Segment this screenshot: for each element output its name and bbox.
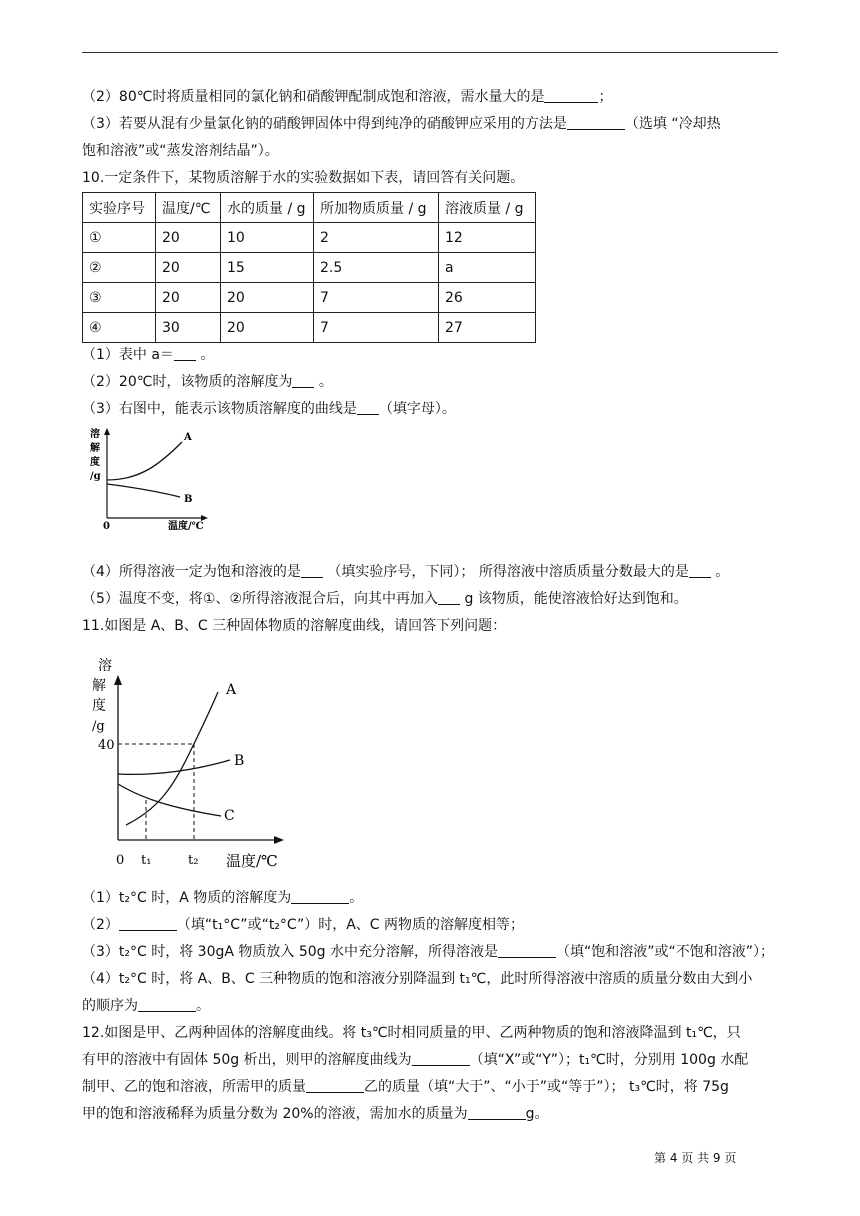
curve-b-label: B (234, 753, 245, 769)
answer-blank[interactable] (357, 400, 379, 415)
table-cell: ④ (83, 313, 156, 343)
table-cell: 20 (156, 283, 221, 313)
y-label-char: 解 (92, 678, 106, 694)
q9-line-3-cont: 饱和溶液”或“蒸发溶剂结晶”）。 (82, 143, 279, 159)
q9-line-3: （3）若要从混有少量氯化钠的硝酸钾固体中得到纯净的硝酸钾应采用的方法是 （选填 “冷却热 (82, 116, 721, 132)
table-cell: 20 (156, 223, 221, 253)
table-cell: 12 (439, 223, 536, 253)
answer-blank[interactable] (567, 115, 625, 130)
header-rule (82, 52, 778, 53)
q11-sub-3: （3）t₂°C 时，将 30gA 物质放入 50g 水中充分溶解，所得溶液是 （填“饱和溶液”或“不饱和溶液”）； (82, 944, 775, 960)
x-axis-label: 温度/℃ (168, 521, 204, 532)
q11-sub-4-cont: 的顺序为 。 (82, 998, 210, 1014)
answer-blank[interactable] (498, 943, 556, 958)
x-axis-arrow (274, 836, 284, 844)
table-cell: 7 (314, 283, 439, 313)
y-axis-arrow (114, 675, 122, 685)
y-label-char: /g (92, 719, 105, 734)
table-row (83, 313, 536, 343)
y-label-char: 度 (92, 698, 106, 714)
origin-label: 0 (116, 853, 125, 868)
y-label-char: 度 (90, 457, 100, 468)
x-tick-t1: t₁ (141, 853, 152, 868)
q10-solubility-figure (86, 425, 216, 535)
table-cell: 20 (221, 283, 314, 313)
table-cell: 7 (314, 313, 439, 343)
table-cell: 26 (439, 283, 536, 313)
q11-sub-2: （2） （填“t₁°C”或“t₂°C”）时，A、C 两物质的溶解度相等； (82, 917, 525, 933)
answer-blank[interactable] (468, 1105, 526, 1120)
table-header-row (83, 193, 536, 223)
curve-c-label: C (224, 808, 235, 824)
answer-blank[interactable] (306, 1078, 364, 1093)
x-axis-label: 温度/℃ (226, 852, 278, 870)
table-cell: 2.5 (314, 253, 439, 283)
q10-sub-2: （2）20℃时，该物质的溶解度为 。 (82, 374, 333, 390)
y-label-char: 溶 (98, 658, 112, 674)
table-cell: 2 (314, 223, 439, 253)
answer-blank[interactable] (291, 889, 349, 904)
origin-label: 0 (103, 521, 110, 532)
answer-blank[interactable] (119, 916, 177, 931)
answer-blank[interactable] (292, 373, 314, 388)
q12-line-3: 制甲、乙的饱和溶液，所需甲的质量 乙的质量（填“大于”、“小于”或“等于”）； t₃℃时，将 75g (82, 1079, 729, 1095)
q10-sub-4: （4）所得溶液一定为饱和溶液的是 （填实验序号，下同）； 所得溶液中溶质质量分数最大的是 。 (82, 564, 730, 580)
table-cell: 15 (221, 253, 314, 283)
table-cell: a (439, 253, 536, 283)
curve-a (107, 442, 182, 480)
q10-sub-5: （5）温度不变，将①、②所得溶液混合后，向其中再加入 g 该物质，能使溶液恰好达到饱和。 (82, 591, 688, 607)
answer-blank[interactable] (544, 88, 598, 103)
q10-stem: 10.一定条件下，某物质溶解于水的实验数据如下表，请回答有关问题。 (82, 170, 525, 186)
curve-b-label: B (184, 494, 193, 505)
answer-blank[interactable] (412, 1051, 470, 1066)
table-cell: ② (83, 253, 156, 283)
q11-sub-4: （4）t₂°C 时，将 A、B、C 三种物质的饱和溶液分别降温到 t₁℃，此时所得溶液中溶质的质量分数由大到小 (82, 971, 753, 987)
table-row (83, 283, 536, 313)
q10-sub-1: （1）表中 a＝ 。 (82, 347, 215, 363)
table-cell: ③ (83, 283, 156, 313)
table-header: 水的质量 / g (221, 193, 314, 223)
table-header: 所加物质质量 / g (314, 193, 439, 223)
table-cell: 20 (221, 313, 314, 343)
table-cell: 30 (156, 313, 221, 343)
table-header: 实验序号 (83, 193, 156, 223)
y-tick-40: 40 (98, 738, 115, 753)
q12-line-1: 12.如图是甲、乙两种固体的溶解度曲线。将 t₃℃时相同质量的甲、乙两种物质的饱和溶液降温到 t₁℃，只 (82, 1025, 741, 1041)
table-cell: 20 (156, 253, 221, 283)
table-cell: 10 (221, 223, 314, 253)
x-tick-t2: t₂ (188, 853, 199, 868)
q9-line-2: （2）80℃时将质量相同的氯化钠和硝酸钾配制成饱和溶液，需水量大的是 ； (82, 89, 613, 105)
q12-line-2: 有甲的溶液中有固体 50g 析出，则甲的溶解度曲线为 （填“X”或“Y”）；t₁℃时，分别用 100g 水配 (82, 1052, 749, 1068)
y-label-char: 溶 (90, 429, 100, 440)
table-cell: ① (83, 223, 156, 253)
table-row (83, 253, 536, 283)
curve-b (118, 760, 230, 774)
y-axis-arrow (104, 428, 110, 435)
curve-a-label: A (226, 682, 237, 698)
page-footer: 第 4 页 共 9 页 (654, 1151, 737, 1165)
table-row (83, 223, 536, 253)
answer-blank[interactable] (174, 346, 196, 361)
y-label-char: /g (90, 471, 101, 482)
q11-sub-1: （1）t₂°C 时，A 物质的溶解度为 。 (82, 890, 364, 906)
experiment-table (82, 192, 536, 343)
q10-sub-3: （3）右图中，能表示该物质溶解度的曲线是 （填字母）。 (82, 401, 456, 417)
curve-a-label: A (184, 432, 192, 443)
q11-stem: 11.如图是 A、B、C 三种固体物质的溶解度曲线，请回答下列问题： (82, 618, 507, 634)
answer-blank[interactable] (301, 563, 323, 578)
table-header: 溶液质量 / g (439, 193, 536, 223)
q12-line-4: 甲的饱和溶液稀释为质量分数为 20%的溶液，需加水的质量为 g。 (82, 1106, 549, 1122)
answer-blank[interactable] (438, 590, 460, 605)
table-header: 温度/℃ (156, 193, 221, 223)
table-cell: 27 (439, 313, 536, 343)
answer-blank[interactable] (138, 997, 196, 1012)
curve-b (107, 484, 180, 497)
y-label-char: 解 (90, 443, 100, 454)
answer-blank[interactable] (689, 563, 711, 578)
q11-solubility-figure (86, 650, 296, 875)
